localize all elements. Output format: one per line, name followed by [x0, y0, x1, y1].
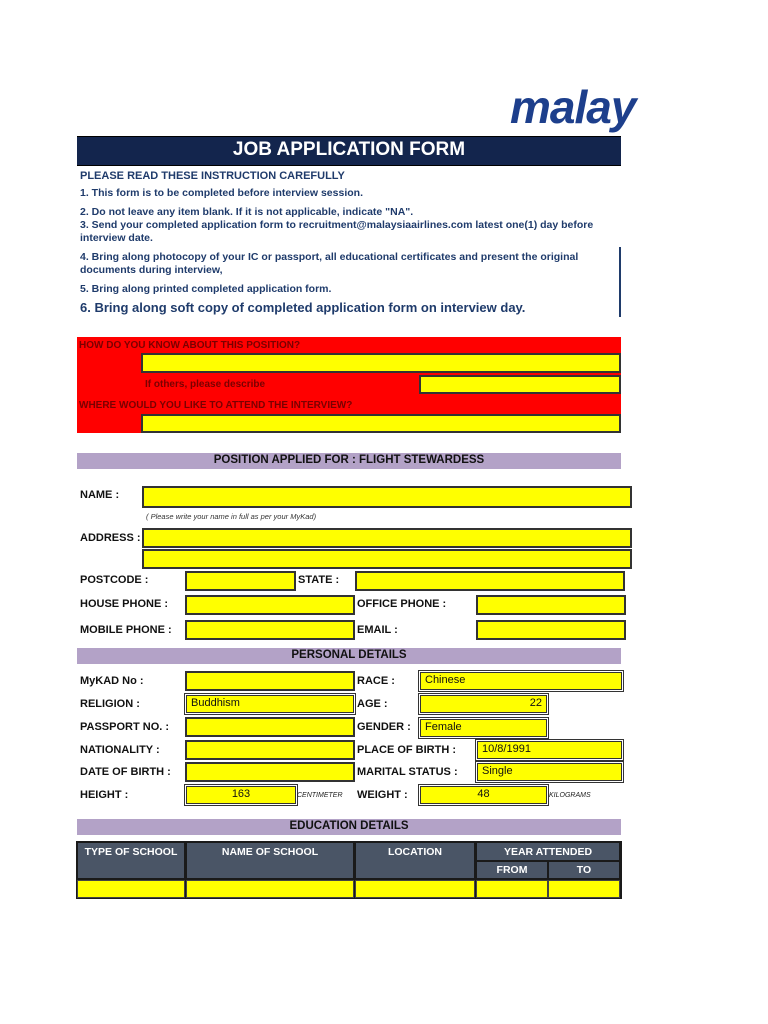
address-line-2-field[interactable]	[142, 549, 632, 569]
address-line-1-field[interactable]	[142, 528, 632, 548]
location-question: WHERE WOULD YOU LIKE TO ATTEND THE INTERVIEW?	[79, 400, 353, 411]
email-label: EMAIL :	[357, 624, 398, 636]
instruction-3: 3. Send your completed application form to recruitment@malaysiaairlines.com latest one(1) day before interview date.	[80, 219, 594, 244]
state-label: STATE :	[298, 574, 340, 586]
instructions-heading: PLEASE READ THESE INSTRUCTION CAREFULLY	[80, 170, 345, 182]
gender-label: GENDER :	[357, 721, 411, 733]
height-field[interactable]: 163	[186, 786, 296, 804]
others-label: If others, please describe	[145, 379, 266, 390]
weight-field[interactable]: 48	[420, 786, 547, 804]
dob-field[interactable]	[185, 762, 355, 782]
address-label: ADDRESS :	[80, 532, 141, 544]
col-year-attended: YEAR ATTENDED	[476, 842, 620, 861]
mykad-field[interactable]	[185, 671, 355, 691]
religion-field[interactable]: Buddhism	[186, 695, 354, 713]
education-to-cell[interactable]	[548, 880, 620, 898]
education-details-heading: EDUCATION DETAILS	[289, 820, 409, 832]
gender-field[interactable]: Female	[420, 719, 547, 737]
instruction-1: 1. This form is to be completed before interview session.	[80, 187, 363, 199]
marital-status-field[interactable]: Single	[477, 763, 622, 781]
name-label: NAME :	[80, 489, 120, 501]
office-phone-label: OFFICE PHONE :	[357, 598, 447, 610]
name-field[interactable]	[142, 486, 632, 508]
age-field[interactable]: 22	[420, 695, 547, 713]
religion-label: RELIGION :	[80, 698, 140, 710]
divider-line	[619, 247, 621, 317]
office-phone-field[interactable]	[476, 595, 626, 615]
house-phone-label: HOUSE PHONE :	[80, 598, 169, 610]
personal-details-bar	[77, 648, 621, 664]
col-name-of-school: NAME OF SCHOOL	[186, 842, 354, 879]
col-to: TO	[548, 861, 620, 879]
postcode-label: POSTCODE :	[80, 574, 149, 586]
age-label: AGE :	[357, 698, 388, 710]
instruction-4: 4. Bring along photocopy of your IC or passport, all educational certificates and present the original documents during interview,	[80, 251, 579, 276]
height-label: HEIGHT :	[80, 789, 129, 801]
education-from-cell[interactable]	[476, 880, 548, 898]
instruction-2: 2. Do not leave any item blank. If it is not applicable, indicate "NA".	[80, 206, 414, 218]
instruction-5: 5. Bring along printed completed application form.	[80, 283, 332, 295]
nationality-label: NATIONALITY :	[80, 744, 160, 756]
education-type-cell[interactable]	[77, 880, 185, 898]
airline-logo: malay	[510, 81, 636, 133]
source-question: HOW DO YOU KNOW ABOUT THIS POSITION?	[79, 340, 301, 351]
email-field[interactable]	[476, 620, 626, 640]
race-label: RACE :	[357, 675, 395, 687]
height-unit: CENTIMETER	[297, 792, 343, 799]
position-applied: POSITION APPLIED FOR : FLIGHT STEWARDESS	[213, 454, 485, 466]
weight-label: WEIGHT :	[357, 789, 408, 801]
nationality-field[interactable]	[185, 740, 355, 760]
dob-label: DATE OF BIRTH :	[80, 766, 171, 778]
place-of-birth-field[interactable]: 10/8/1991	[477, 741, 622, 759]
interview-source-section	[77, 337, 621, 433]
passport-label: PASSPORT NO. :	[80, 721, 170, 733]
mobile-phone-label: MOBILE PHONE :	[80, 624, 172, 636]
education-details-bar	[77, 819, 621, 835]
others-field[interactable]	[419, 375, 621, 394]
education-location-cell[interactable]	[355, 880, 475, 898]
race-field[interactable]: Chinese	[420, 672, 622, 690]
postcode-field[interactable]	[185, 571, 296, 591]
col-location: LOCATION	[355, 842, 475, 879]
education-name-cell[interactable]	[186, 880, 354, 898]
state-field[interactable]	[355, 571, 625, 591]
title-bar	[77, 136, 621, 166]
mykad-label: MyKAD No :	[80, 675, 144, 687]
weight-unit: KILOGRAMS	[549, 792, 591, 799]
marital-status-label: MARITAL STATUS :	[357, 766, 458, 778]
source-field[interactable]	[141, 353, 621, 373]
place-of-birth-label: PLACE OF BIRTH :	[357, 744, 456, 756]
personal-details-heading: PERSONAL DETAILS	[291, 649, 407, 661]
position-bar	[77, 453, 621, 469]
mobile-phone-field[interactable]	[185, 620, 355, 640]
house-phone-field[interactable]	[185, 595, 355, 615]
page-title: JOB APPLICATION FORM	[232, 139, 466, 160]
col-type-of-school: TYPE OF SCHOOL	[77, 842, 185, 879]
name-hint: ( Please write your name in full as per your MyKad)	[146, 512, 317, 521]
passport-field[interactable]	[185, 717, 355, 737]
education-table	[76, 841, 622, 899]
instruction-6: 6. Bring along soft copy of completed application form on interview day.	[80, 300, 526, 315]
col-from: FROM	[476, 861, 548, 879]
interview-location-field[interactable]	[141, 414, 621, 433]
